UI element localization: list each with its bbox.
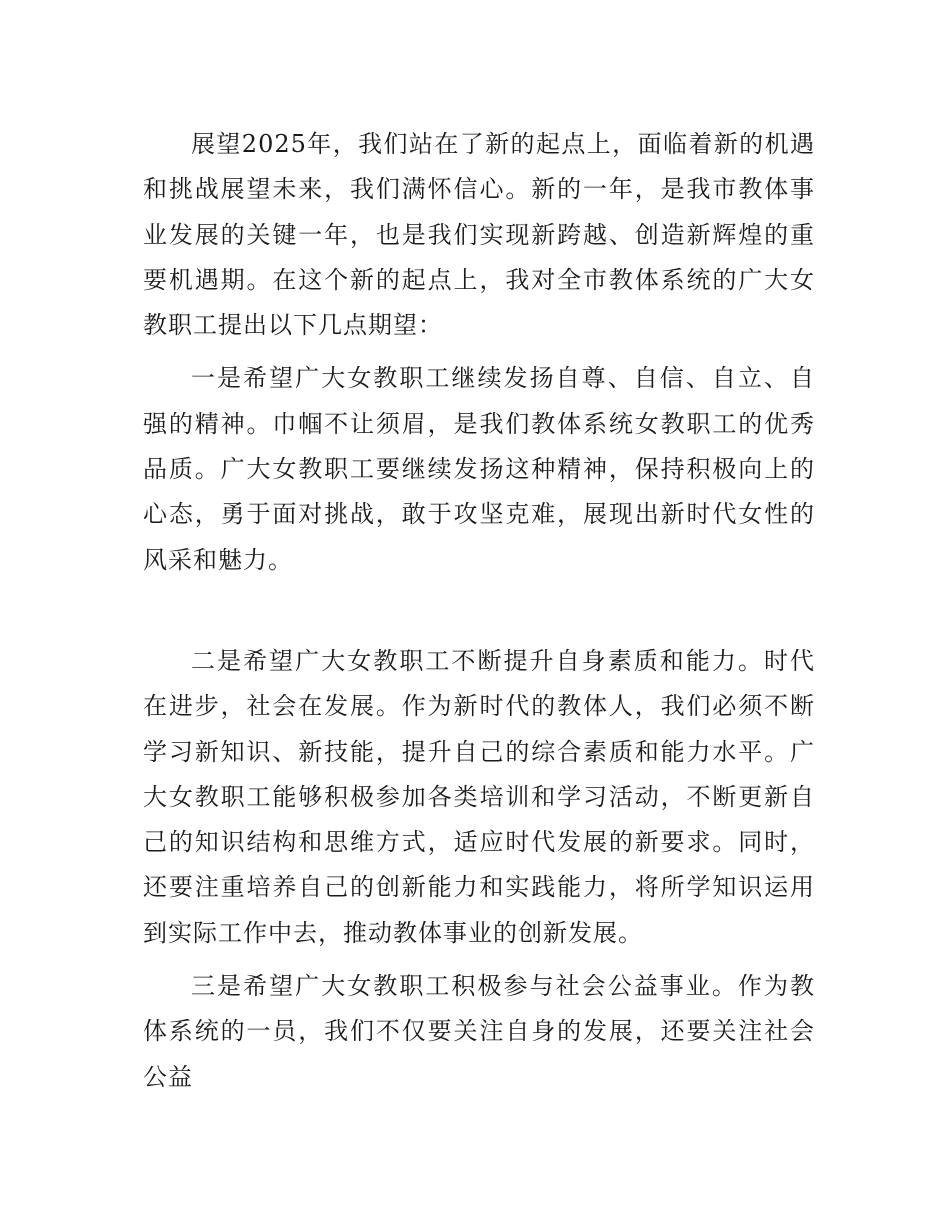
- document-body: [143, 122, 815, 1100]
- paragraph-second-expectation: 二是希望广大女教职工不断提升自身素质和能力。时代在进步，社会在发展。作为新时代的教体人，我们必须不断学习新知识、新技能，提升自己的综合素质和能力水平。广大女教职工能够积极参加各类培训和学习活动，不断更新自己的知识结构和思维方式，适应时代发展的新要求。同时，还要注重培养自己的创新能力和实践能力，将所学知识运用到实际工作中去，推动教体事业的创新发展。: [143, 646, 815, 947]
- paragraph-outlook-2025: 展望2025年，我们站在了新的起点上，面临着新的机遇和挑战展望未来，我们满怀信心。新的一年，是我市教体事业发展的关键一年，也是我们实现新跨越、创造新辉煌的重要机遇期。在这个新的起点上，我对全市教体系统的广大女教职工提出以下几点期望：: [143, 130, 815, 340]
- paragraph-first-expectation: 一是希望广大女教职工继续发扬自尊、自信、自立、自强的精神。巾帼不让须眉，是我们教体系统女教职工的优秀品质。广大女教职工要继续发扬这种精神，保持积极向上的心态，勇于面对挑战，敢于攻坚克难，展现出新时代女性的风采和魅力。: [143, 364, 815, 574]
- paragraph-third-expectation: 三是希望广大女教职工积极参与社会公益事业。作为教体系统的一员，我们不仅要关注自身的发展，还要关注社会公益: [143, 972, 815, 1091]
